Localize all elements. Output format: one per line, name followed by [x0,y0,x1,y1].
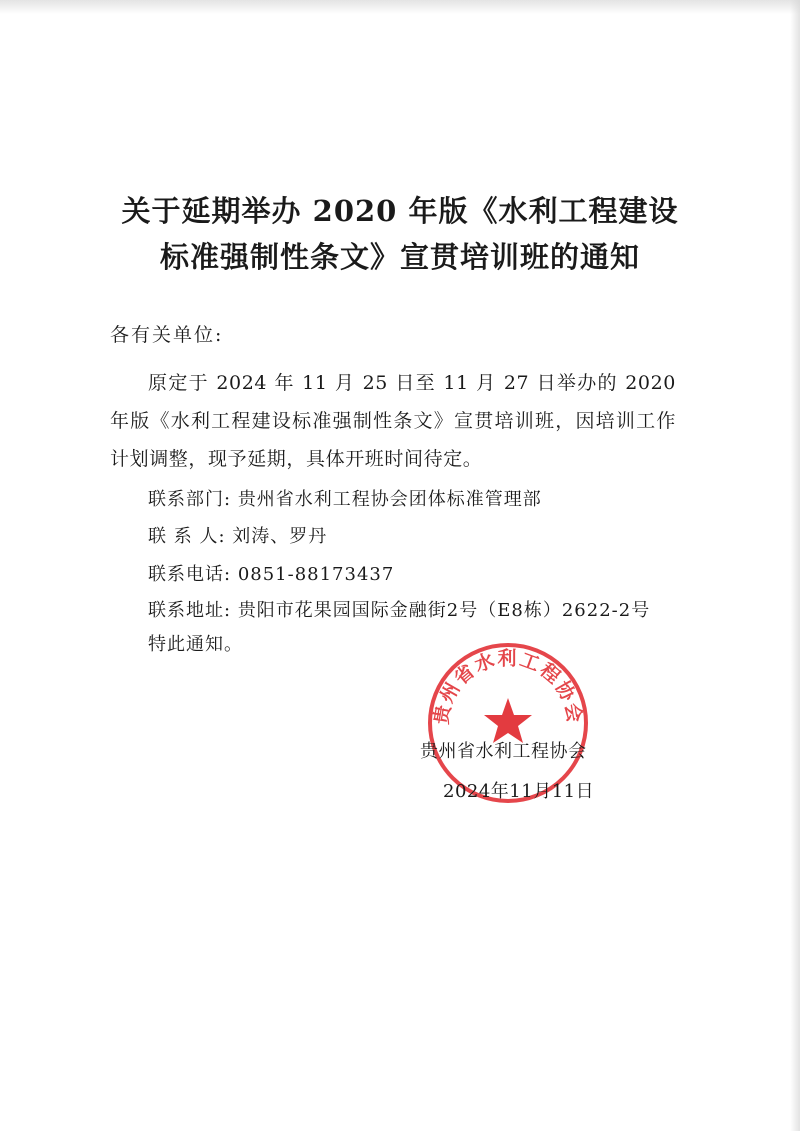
contact-label: 联系地址: [148,600,232,621]
contact-value: 0851-88173437 [237,564,395,585]
document-title [60,188,740,280]
body-paragraph: 原定于 2024 年 11 月 25 日至 11 月 27 日举办的 2020 年版《水利工程建设标准强制性条文》宣贯培训班，因培训工作计划调整，现予延期，具体开班时间待定。 [110,372,676,470]
title-line-1: 关于延期举办 2020 年版《水利工程建设 [121,194,679,228]
contact-phone [148,560,394,586]
scan-edge-right [790,0,800,1131]
contact-address [148,596,650,622]
contact-person [148,522,327,548]
closing-line: 特此通知。 [148,634,243,655]
contact-value: 贵州省水利工程协会团体标准管理部 [237,489,542,510]
contact-value: 贵阳市花果园国际金融街2号（E8栋）2622-2号 [237,600,651,621]
salutation: 各有关单位: [110,324,224,346]
contact-value: 刘涛、罗丹 [232,526,328,547]
scan-edge-top [0,0,800,14]
seal-text: 贵州省水利工程协会 [431,648,585,726]
title-line-2: 标准强制性条文》宣贯培训班的通知 [159,240,640,274]
contact-department [148,485,542,511]
signature-date: 2024年11月11日 [443,781,595,802]
contact-label: 联系部门: [148,489,232,510]
contact-label: 联 系 人: [148,526,226,547]
contact-label: 联系电话: [148,564,232,585]
signature-organization: 贵州省水利工程协会 [420,741,587,762]
